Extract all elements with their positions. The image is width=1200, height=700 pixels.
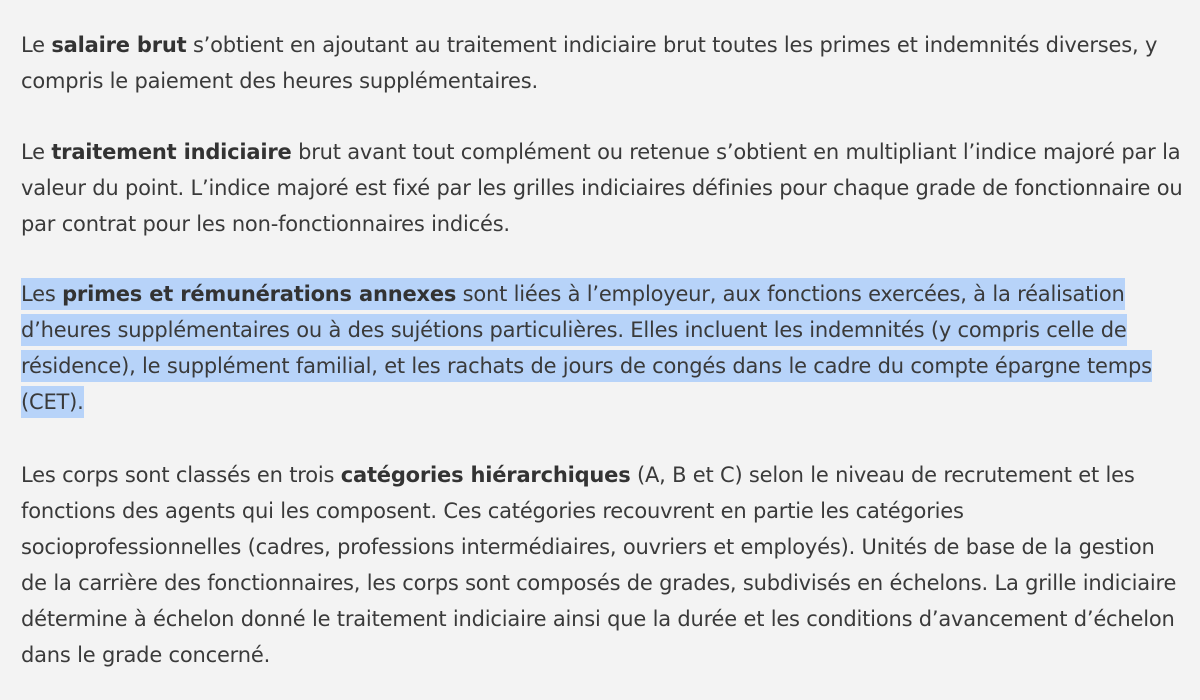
bold-term-categories: catégories hiérarchiques bbox=[340, 463, 631, 487]
paragraph-text-pre: Le bbox=[21, 140, 52, 164]
paragraph-text-pre: Le bbox=[21, 33, 52, 57]
paragraph-categories bbox=[21, 457, 1186, 673]
paragraph-text-post: (A, B et C) selon le niveau de recrutement et les fonctions des agents qui les composent. Ces catégories recouvrent en partie les catégories socioprofessionnelles (cadres, professions intermédiaires, ouvriers et employés). Unités de base de la gestion de la carrière des fonctionnaires, les corps sont composés de grades, subdivisés en échelons. La grille indiciaire détermine à échelon donné le traitement indiciaire ainsi que la durée et les conditions d’avancement d’échelon dans le grade concerné. bbox=[21, 463, 1177, 667]
paragraph-text-post: sont liées à l’employeur, aux fonctions exercées, à la réalisation d’heures supplémentaires ou à des sujétions particulières. Elles incluent les indemnités (y compris celle de résidence), le supplément familial, et les rachats de jours de congés dans le cadre du compte épargne temps (CET). bbox=[21, 282, 1152, 414]
paragraph-text-post: s’obtient en ajoutant au traitement indiciaire brut toutes les primes et indemnités diverses, y compris le paiement des heures supplémentaires. bbox=[21, 33, 1158, 93]
paragraph-traitement-indiciaire bbox=[21, 134, 1186, 242]
paragraph-primes-selected[interactable] bbox=[21, 276, 1186, 420]
text-selection-highlight[interactable] bbox=[21, 278, 1152, 418]
paragraph-text-pre: Les bbox=[21, 282, 63, 306]
paragraph-text-pre: Les corps sont classés en trois bbox=[21, 463, 341, 487]
bold-term-salaire-brut: salaire brut bbox=[51, 33, 187, 57]
paragraph-text-post: brut avant tout complément ou retenue s’obtient en multipliant l’indice majoré par la valeur du point. L’indice majoré est fixé par les grilles indiciaires définies pour chaque grade de fonctionnaire ou par contrat pour les non-fonctionnaires indicés. bbox=[21, 140, 1183, 236]
bold-term-traitement-indiciaire: traitement indiciaire bbox=[51, 140, 292, 164]
paragraph-salaire-brut bbox=[21, 27, 1186, 99]
bold-term-primes: primes et rémunérations annexes bbox=[62, 282, 457, 306]
